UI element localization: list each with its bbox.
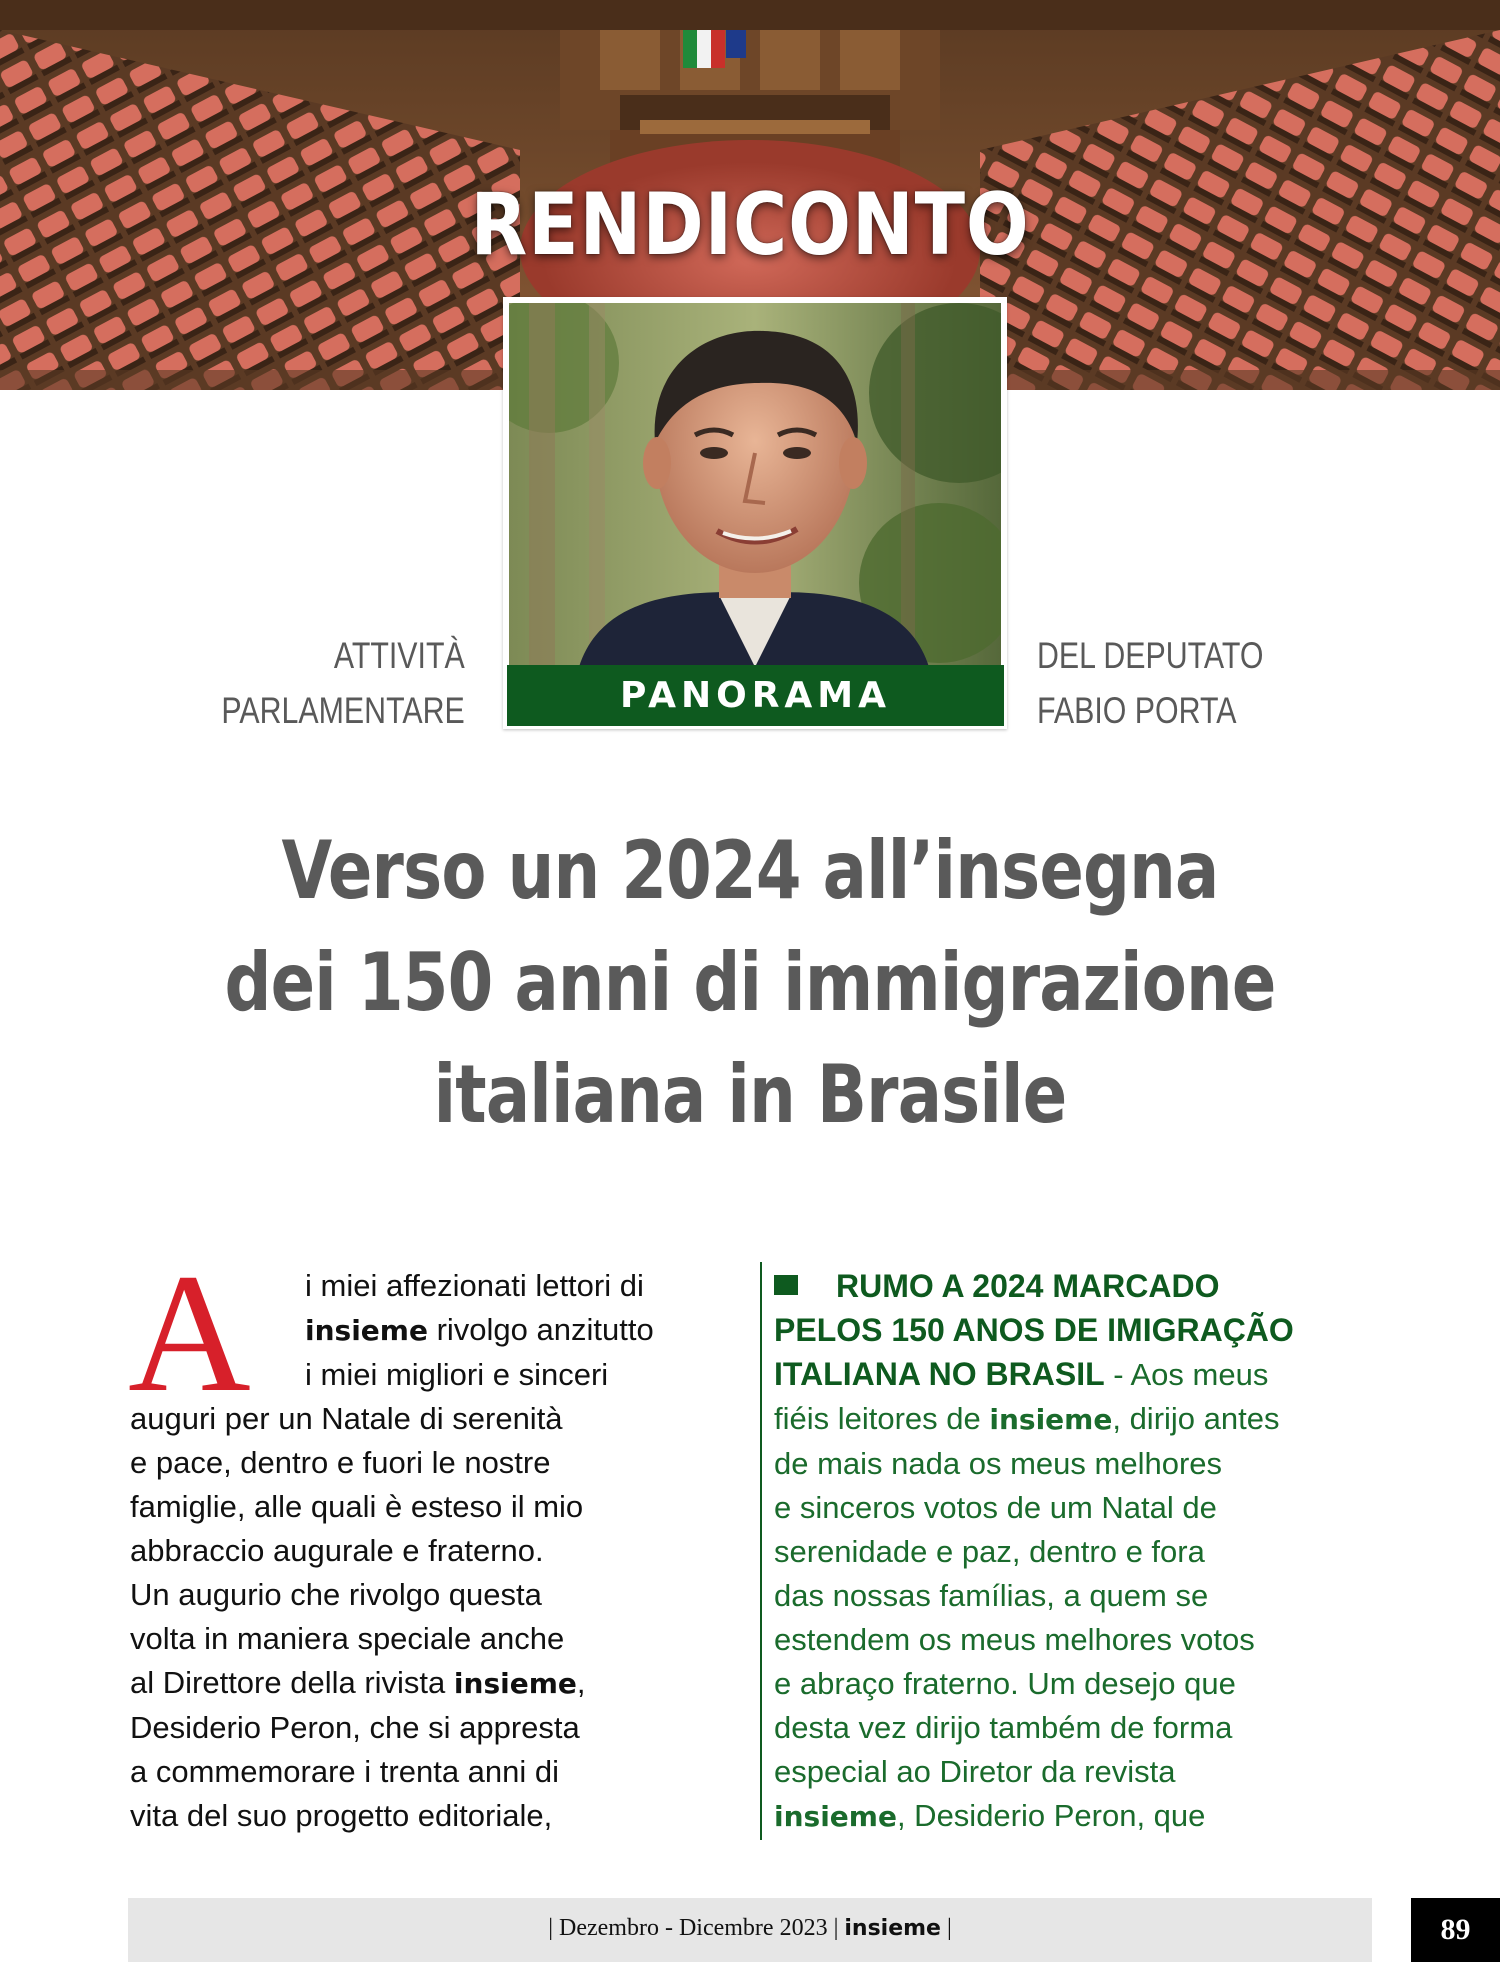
brand-insieme: insieme <box>453 1667 577 1700</box>
page-number: 89 <box>1411 1898 1500 1962</box>
article-line: e pace, dentro e fuori le nostre <box>130 1445 551 1480</box>
article-line <box>130 1308 730 1353</box>
article-line: e abraço fraterno. Um desejo que <box>774 1666 1236 1701</box>
article-line: i miei affezionati lettori di <box>305 1268 644 1303</box>
article-text: al Direttore della rivista <box>130 1665 454 1700</box>
kicker-right-line1: DEL DEPUTATO <box>1037 635 1264 676</box>
article-title-line <box>774 1264 1374 1308</box>
article-italian <box>128 1239 730 1838</box>
kicker-right-line2: FABIO PORTA <box>1037 690 1237 731</box>
portrait-photo <box>509 303 1001 667</box>
article-line: das nossas famílias, a quem se <box>774 1578 1209 1613</box>
article-portuguese <box>774 1264 1374 1839</box>
article-text: fiéis leitores de <box>774 1401 990 1436</box>
article-line: e sinceros votos de um Natal de <box>774 1490 1217 1525</box>
article-line: abbraccio augurale e fraterno. <box>130 1533 544 1568</box>
footer-issue <box>128 1898 1372 1962</box>
article-line: desta vez dirijo também de forma <box>774 1710 1233 1745</box>
article-line: especial ao Diretor da revista <box>774 1754 1176 1789</box>
article-text: - Aos meus <box>1104 1357 1269 1392</box>
article-title-text: ITALIANA NO BRASIL <box>774 1356 1105 1392</box>
article-line: serenidade e paz, dentro e fora <box>774 1534 1205 1569</box>
article-line: Un augurio che rivolgo questa <box>130 1577 542 1612</box>
square-bullet-icon <box>774 1275 798 1295</box>
article-line: estendem os meus melhores votos <box>774 1622 1255 1657</box>
headline <box>135 815 1365 1151</box>
article-line <box>774 1397 1374 1442</box>
article-line <box>130 1661 730 1706</box>
headline-line2: dei 150 anni di immigrazione <box>224 936 1276 1029</box>
article-line: famiglie, alle quali è esteso il mio <box>130 1489 584 1524</box>
headline-line3: italiana in Brasile <box>433 1048 1067 1141</box>
article-line: a commemorare i trenta anni di <box>130 1754 560 1789</box>
article-line: volta in maniera speciale anche <box>130 1621 565 1656</box>
article-line: de mais nada os meus melhores <box>774 1446 1223 1481</box>
panorama-label: PANORAMA <box>507 665 1004 726</box>
brand-insieme: insieme <box>989 1403 1113 1436</box>
article-line: vita del suo progetto editoriale, <box>130 1798 553 1833</box>
article-line <box>774 1352 1374 1397</box>
kicker-left-line2: PARLAMENTARE <box>221 690 465 731</box>
article-line: i miei migliori e sinceri <box>305 1357 609 1392</box>
article-text: , <box>576 1665 586 1700</box>
article-title-line: PELOS 150 ANOS DE IMIGRAÇÃO <box>774 1312 1294 1348</box>
headline-line1: Verso un 2024 all’insegna <box>281 824 1219 917</box>
kicker-left-line1: ATTIVITÀ <box>334 635 465 676</box>
section-title: RENDICONTO <box>470 175 1030 275</box>
article-line: Desiderio Peron, che si appresta <box>130 1710 580 1745</box>
article-title-text: RUMO A 2024 MARCADO <box>836 1268 1220 1304</box>
footer-separator: | <box>940 1915 952 1941</box>
brand-insieme: insieme <box>774 1800 897 1833</box>
brand-insieme: insieme <box>305 1314 428 1347</box>
kicker-left <box>222 628 465 738</box>
column-divider <box>760 1262 762 1840</box>
article-text: , dirijo antes <box>1112 1401 1280 1436</box>
kicker-right <box>1037 628 1263 738</box>
footer-date: | Dezembro - Dicembre 2023 | <box>548 1915 845 1941</box>
drop-cap: A <box>128 1239 251 1427</box>
footer-brand: insieme <box>844 1916 941 1941</box>
article-text: , Desiderio Peron, que <box>896 1798 1206 1833</box>
article-line <box>774 1794 1374 1839</box>
article-text: rivolgo anzitutto <box>427 1312 654 1347</box>
article-line: auguri per un Natale di serenità <box>130 1401 563 1436</box>
